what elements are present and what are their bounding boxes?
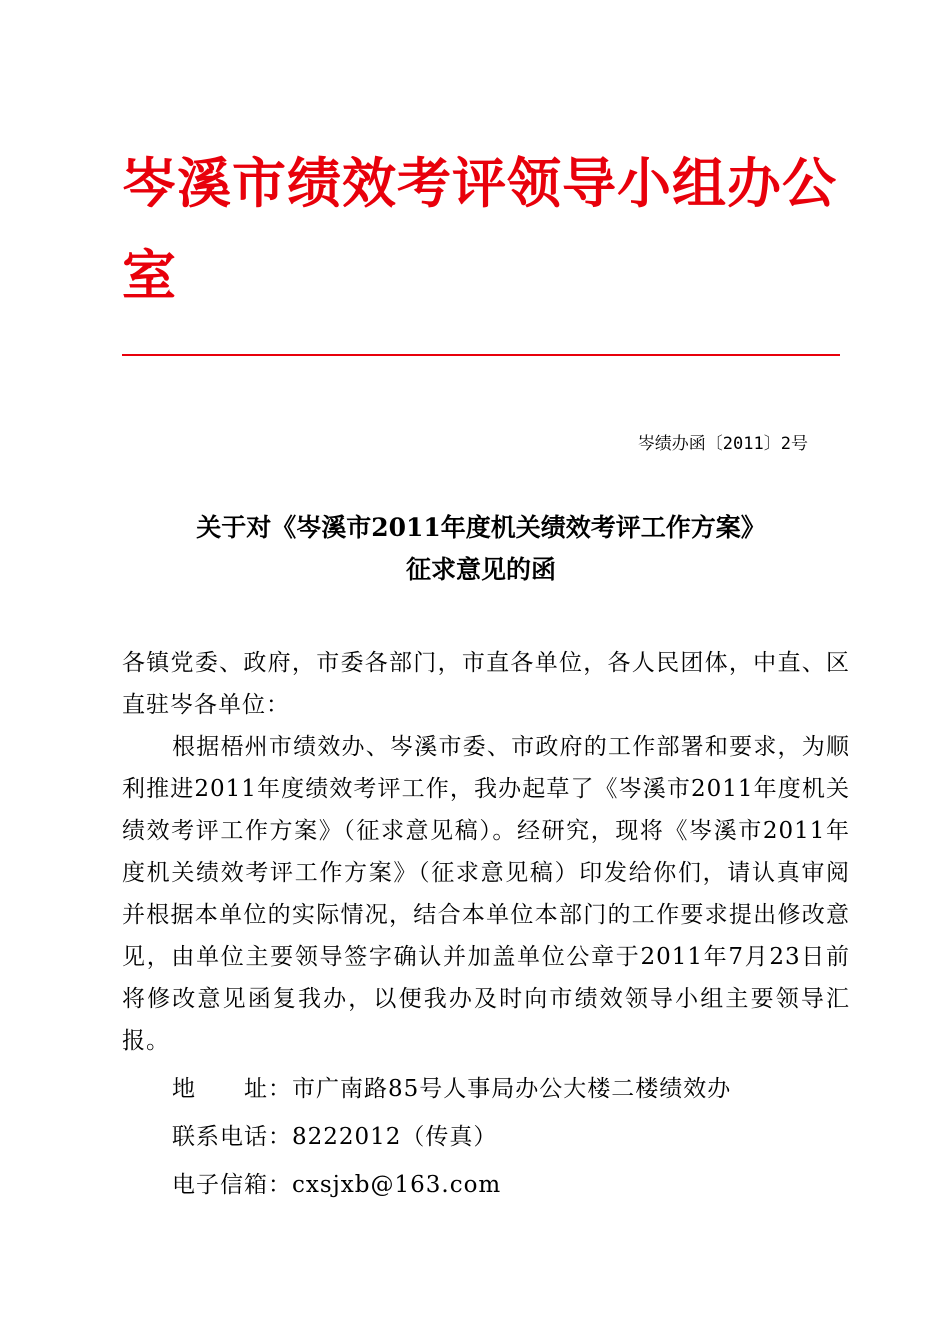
- addressee: 各镇党委、政府，市委各部门，市直各单位，各人民团体，中直、区直驻岑各单位：: [122, 650, 850, 718]
- address-value: 市广南路85号人事局办公大楼二楼绩效办: [292, 1076, 732, 1102]
- contact-email: [122, 1164, 850, 1206]
- address-label: 地 址：: [172, 1076, 292, 1102]
- document-body: [122, 642, 850, 1206]
- contact-phone: [122, 1116, 850, 1158]
- subject-line-2: 征求意见的函: [405, 555, 556, 584]
- contact-address: [122, 1068, 850, 1110]
- red-header-rule: [122, 354, 840, 356]
- document-number: 岑绩办函〔2011〕2号: [637, 434, 808, 454]
- email-label: 电子信箱：: [172, 1172, 292, 1198]
- subject-line-1: 关于对《岑溪市2011年度机关绩效考评工作方案》: [196, 513, 766, 542]
- issuing-office-title: 岑溪市绩效考评领导小组办公室: [122, 152, 837, 307]
- phone-value: 8222012（传真）: [292, 1124, 498, 1150]
- document-subject: [122, 507, 840, 591]
- body-paragraph: 根据梧州市绩效办、岑溪市委、市政府的工作部署和要求，为顺利推进2011年度绩效考评工作，我办起草了《岑溪市2011年度机关绩效考评工作方案》（征求意见稿）。经研究，现将《岑溪市2011年度机关绩效考评工作方案》（征求意见稿）印发给你们，请认真审阅并根据本单位的实际情况，结合本单位本部门的工作要求提出修改意见，由单位主要领导签字确认并加盖单位公章于2011年7月23日前将修改意见函复我办，以便我办及时向市绩效领导小组主要领导汇报。: [122, 734, 850, 1054]
- phone-label: 联系电话：: [172, 1124, 292, 1150]
- email-value: cxsjxb@163.com: [292, 1172, 502, 1198]
